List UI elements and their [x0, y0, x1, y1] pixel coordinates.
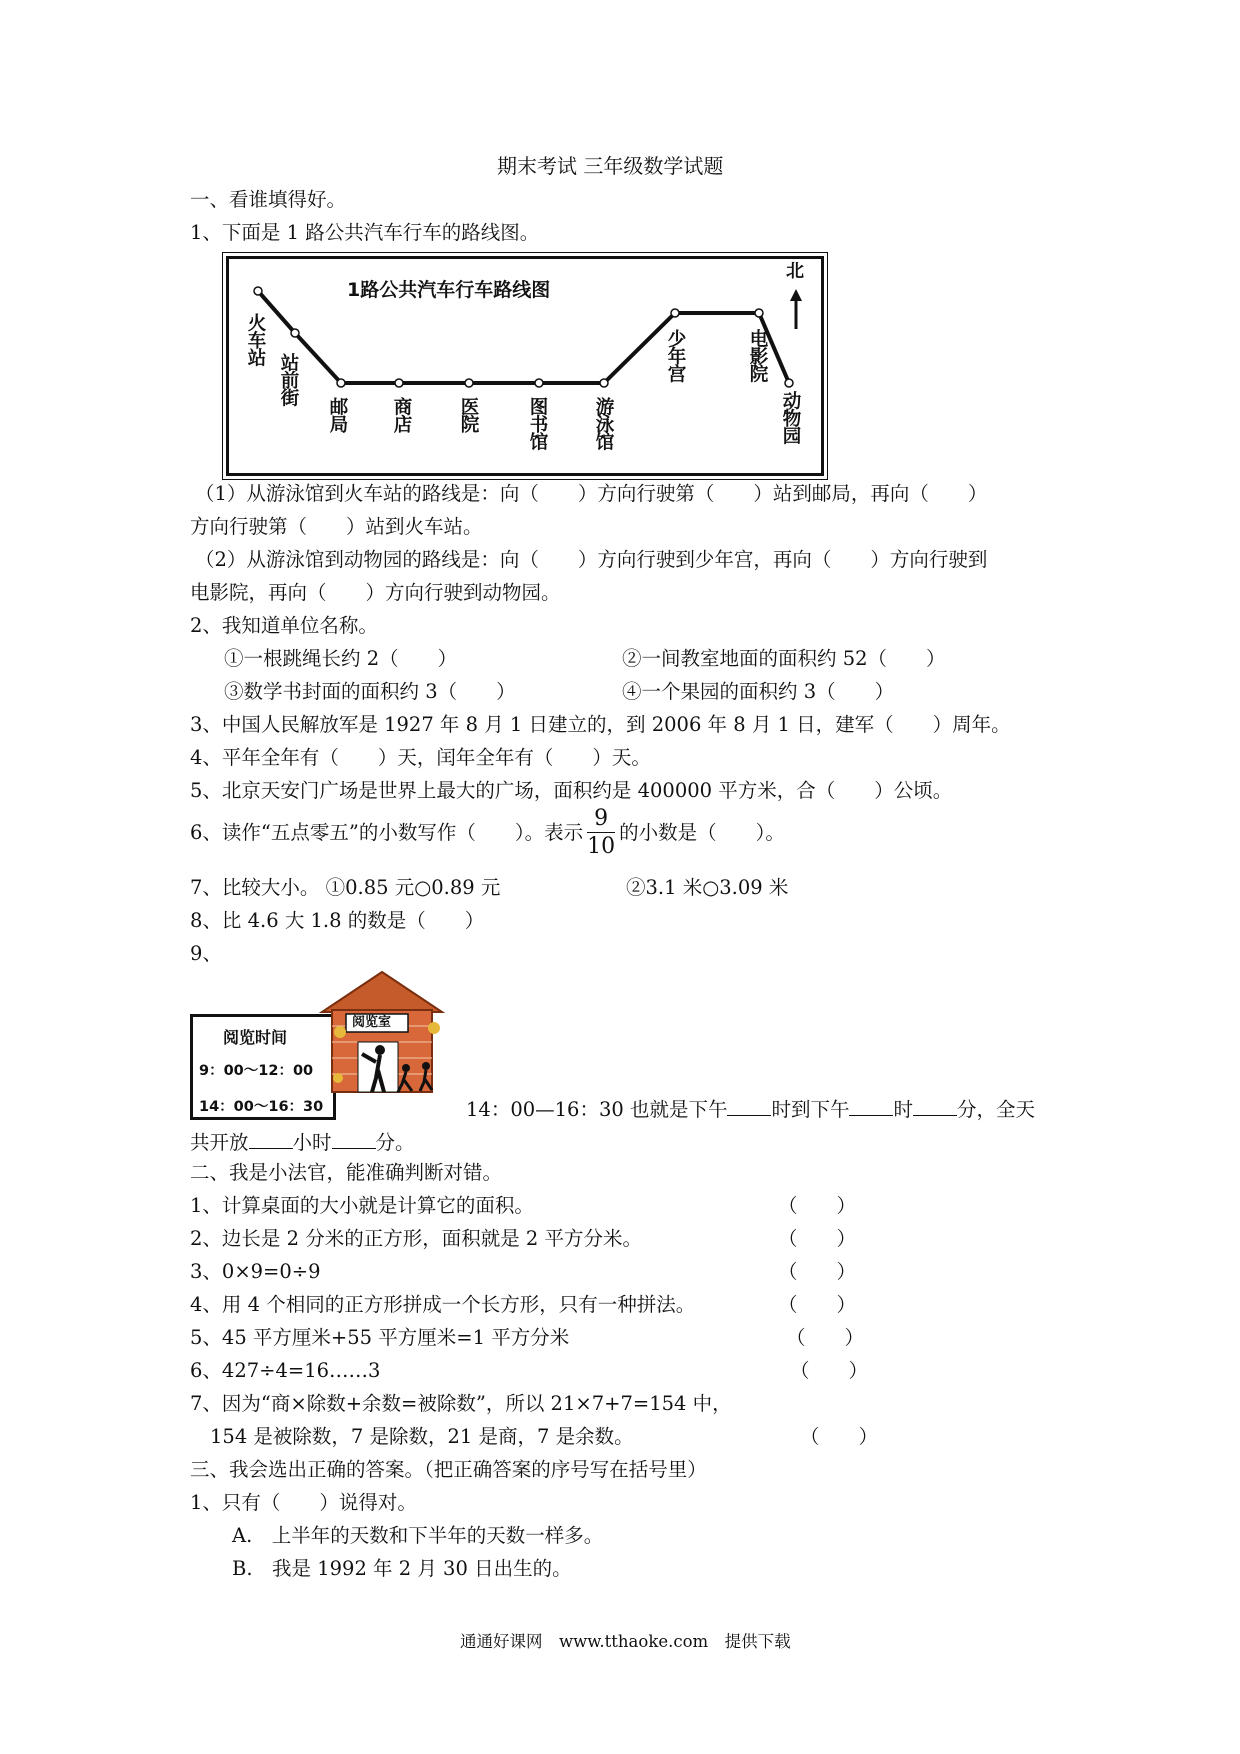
q9-label: 9、: [190, 942, 222, 965]
q3-text: 3、中国人民解放军是 1927 年 8 月 1 日建立的，到 2006 年 8 月 1 日，建军（ ）周年。: [190, 713, 1011, 736]
page-footer: 通通好课网 www.tthaoke.com 提供下载: [460, 1632, 791, 1651]
judge-item-3: 3、0×9=0÷9: [190, 1260, 321, 1283]
answer-blank[interactable]: [913, 1097, 957, 1116]
choice-option-a: A. 上半年的天数和下半年的天数一样多。: [232, 1524, 604, 1547]
q6-after: 的小数是（ ）。: [619, 821, 785, 845]
station-dot: [535, 379, 543, 387]
q9-t7: 分。: [375, 1131, 415, 1154]
station-cinema: 电影院: [747, 329, 768, 382]
station-zhanqianjie: 站前街: [278, 353, 299, 406]
station-dot: [337, 379, 345, 387]
station-library: 图书馆: [527, 397, 548, 450]
judge-bracket[interactable]: （ ）: [800, 1425, 879, 1448]
q6-before: 6、读作“五点零五”的小数写作（ ）。表示: [190, 821, 584, 845]
judge-item-6: 6、427÷4=16……3: [190, 1359, 381, 1382]
station-dot: [671, 309, 679, 317]
judge-bracket[interactable]: （ ）: [778, 1260, 857, 1283]
schedule-morning: 9：00～12：00: [199, 1063, 314, 1079]
reading-schedule-board: [190, 1014, 336, 1120]
judge-bracket[interactable]: （ ）: [790, 1359, 869, 1382]
q6-text: [190, 808, 785, 858]
bus-route-map: [226, 256, 824, 476]
fraction-numerator: 9: [587, 808, 615, 833]
station-dot: [465, 379, 473, 387]
station-dot: [395, 379, 403, 387]
q8-text: 8、比 4.6 大 1.8 的数是（ ）: [190, 909, 485, 932]
q2-item-4: ④一个果园的面积约 3（ ）: [622, 680, 895, 703]
section3-heading: 三、我会选出正确的答案。（把正确答案的序号写在括号里）: [190, 1458, 707, 1481]
q9-line1: [466, 1097, 1035, 1120]
answer-blank[interactable]: [249, 1130, 293, 1149]
station-dot: [600, 379, 608, 387]
station-swimming: 游泳馆: [593, 397, 614, 450]
q9-t6: 小时: [292, 1131, 332, 1154]
judge-item-4: 4、用 4 个相同的正方形拼成一个长方形，只有一种拼法。: [190, 1293, 696, 1316]
station-youth-palace: 少年宫: [665, 329, 686, 382]
judge-bracket[interactable]: （ ）: [786, 1326, 865, 1349]
q9-t3: 时: [893, 1098, 913, 1121]
fraction-denominator: 10: [587, 834, 616, 859]
map-title: 1路公共汽车行车路线图: [347, 279, 551, 301]
judge-bracket[interactable]: （ ）: [778, 1227, 857, 1250]
schedule-afternoon: 14：00～16：30: [199, 1099, 324, 1115]
judge-item-2: 2、边长是 2 分米的正方形，面积就是 2 平方分米。: [190, 1227, 643, 1250]
q1-sub1-line1: （1）从游泳馆到火车站的路线是：向（ ）方向行驶第（ ）站到邮局，再向（ ）: [195, 482, 988, 505]
station-dot: [291, 329, 299, 337]
reading-room-sign: 阅览室: [352, 1015, 392, 1030]
judge-item-5: 5、45 平方厘米+55 平方厘米=1 平方分米: [190, 1326, 570, 1349]
station-train: 火车站: [245, 313, 266, 366]
station-hospital: 医院: [458, 397, 479, 432]
q9-t2: 时到下午: [771, 1098, 850, 1121]
choice-option-b: B. 我是 1992 年 2 月 30 日出生的。: [232, 1557, 572, 1580]
q9-t4: 分，全天: [956, 1098, 1035, 1121]
station-dot: [755, 309, 763, 317]
q9-t5: 共开放: [190, 1131, 249, 1154]
q2-text: 2、我知道单位名称。: [190, 614, 378, 637]
fraction: [587, 808, 615, 858]
q1-sub2-line2: 电影院，再向（ ）方向行驶到动物园。: [190, 581, 561, 604]
station-zoo: 动物园: [780, 391, 801, 444]
q7-part1: 7、比较大小。 ①0.85 元○0.89 元: [190, 876, 501, 899]
q2-item-1: ①一根跳绳长约 2（ ）: [224, 647, 458, 670]
section2-heading: 二、我是小法官，能准确判断对错。: [190, 1161, 503, 1184]
judge-item-1: 1、计算桌面的大小就是计算它的面积。: [190, 1194, 534, 1217]
q5-text: 5、北京天安门广场是世界上最大的广场，面积约是 400000 平方米，合（ ）公顷。: [190, 779, 953, 802]
q1-sub2-line1: （2）从游泳馆到动物园的路线是：向（ ）方向行驶到少年宫，再向（ ）方向行驶到: [195, 548, 988, 571]
station-dot: [254, 287, 262, 295]
q2-item-3: ③数学书封面的面积约 3（ ）: [224, 680, 516, 703]
choice-q1: 1、只有（ ）说得对。: [190, 1491, 417, 1514]
judge-bracket[interactable]: （ ）: [778, 1293, 857, 1316]
judge-item-7: 7、因为“商×除数+余数=被除数”，所以 21×7+7=154 中，: [190, 1392, 732, 1415]
reading-room-illustration: [318, 970, 446, 1096]
q1-sub1-line2: 方向行驶第（ ）站到火车站。: [190, 515, 483, 538]
schedule-title: 阅览时间: [223, 1028, 288, 1047]
section1-heading: 一、看谁填得好。: [190, 188, 347, 211]
judge-item-7-line2: 154 是被除数，7 是除数，21 是商，7 是余数。: [210, 1425, 634, 1448]
judge-bracket[interactable]: （ ）: [778, 1194, 857, 1217]
q9-line2: [190, 1130, 415, 1153]
station-post-office: 邮局: [327, 397, 348, 432]
q2-item-2: ②一间教室地面的面积约 52（ ）: [622, 647, 946, 670]
q7-part2: ②3.1 米○3.09 米: [626, 876, 789, 899]
map-north-label: 北: [786, 261, 804, 282]
answer-blank[interactable]: [332, 1130, 376, 1149]
station-dot: [785, 379, 793, 387]
page-title: 期末考试 三年级数学试题: [497, 154, 724, 178]
answer-blank[interactable]: [727, 1097, 771, 1116]
q1-text: 1、下面是 1 路公共汽车行车的路线图。: [190, 221, 540, 244]
q4-text: 4、平年全年有（ ）天，闰年全年有（ ）天。: [190, 746, 651, 769]
answer-blank[interactable]: [849, 1097, 893, 1116]
station-shop: 商店: [391, 397, 412, 432]
q9-t1: 14：00—16：30 也就是下午: [466, 1098, 728, 1121]
